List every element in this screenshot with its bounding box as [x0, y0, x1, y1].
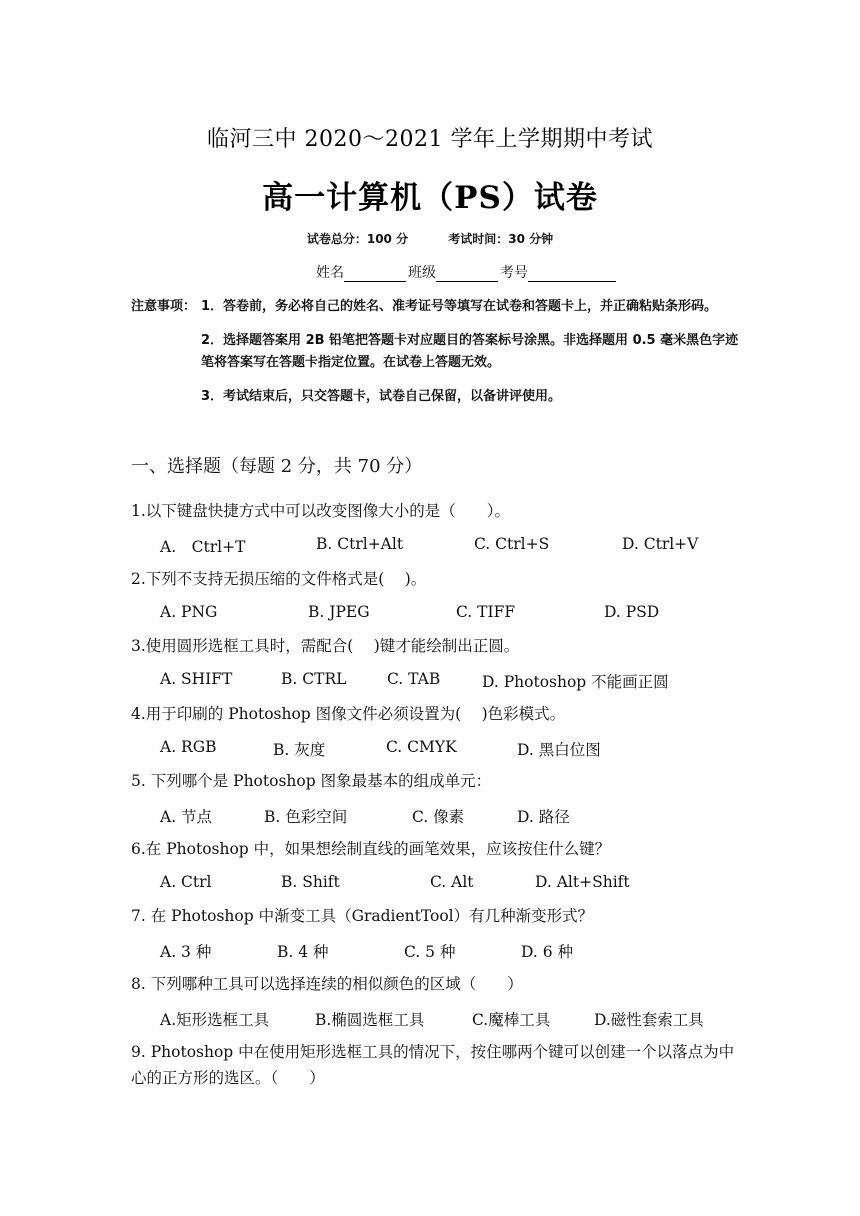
- question-9: 9. Photoshop 中在使用矩形选框工具的情况下，按住哪两个键可以创建一个以落点为中心的正方形的选区。（ ）: [131, 1043, 735, 1087]
- option-a[interactable]: A. RGB: [160, 738, 217, 756]
- option-c[interactable]: C. 5 种: [404, 943, 456, 961]
- option-d[interactable]: D. 6 种: [521, 943, 574, 961]
- option-c[interactable]: C. 像素: [412, 808, 465, 826]
- option-c[interactable]: C. Alt: [430, 873, 474, 891]
- name-label: 姓名: [316, 265, 344, 281]
- option-b[interactable]: B.椭圆选框工具: [315, 1011, 425, 1029]
- note-item: 2．选择题答案用 2B 铅笔把答题卡对应题目的答案标号涂黑。非选择题用 0.5 毫米黑色字迹笔将答案写在答题卡指定位置。在试卷上答题无效。: [201, 333, 739, 370]
- option-c[interactable]: C. CMYK: [386, 738, 457, 756]
- note-item: 1．答卷前，务必将自己的姓名、准考证号等填写在试卷和答题卡上，并正确粘贴条形码。: [201, 299, 718, 314]
- option-d[interactable]: D. PSD: [604, 603, 660, 621]
- number-blank[interactable]: [528, 267, 616, 282]
- option-a[interactable]: A. 节点: [160, 808, 213, 826]
- option-c[interactable]: C. Ctrl+S: [474, 535, 550, 553]
- question-6: 6.在 Photoshop 中，如果想绘制直线的画笔效果，应该按住什么键？: [131, 840, 611, 858]
- exam-meta: [0, 230, 860, 247]
- number-label: 考号: [500, 265, 528, 281]
- exam-main-title: 高一计算机（PS）试卷: [262, 180, 598, 216]
- option-b[interactable]: B. CTRL: [281, 670, 347, 688]
- option-c[interactable]: C. TAB: [387, 670, 441, 688]
- option-d[interactable]: D. Photoshop 不能画正圆: [482, 673, 669, 691]
- option-a[interactable]: A. 3 种: [160, 943, 212, 961]
- option-d[interactable]: D. 黑白位图: [517, 741, 601, 759]
- option-b[interactable]: B. 色彩空间: [264, 808, 348, 826]
- option-a[interactable]: A. Ctrl+T: [160, 538, 246, 556]
- exam-notes: [131, 296, 741, 408]
- option-d[interactable]: D. Alt+Shift: [535, 873, 630, 891]
- student-id-fields: [316, 262, 618, 282]
- option-a[interactable]: A. SHIFT: [160, 670, 233, 688]
- exam-time: 考试时间：30 分钟: [448, 232, 554, 246]
- notes-heading: 注意事项：: [131, 299, 197, 314]
- total-score: 试卷总分：100 分: [306, 232, 409, 246]
- note-item: 3．考试结束后，只交答题卡，试卷自己保留，以备讲评使用。: [201, 389, 562, 404]
- section-title: 一、选择题（每题 2 分，共 70 分）: [131, 456, 423, 477]
- option-a[interactable]: A.矩形选框工具: [160, 1011, 270, 1029]
- option-a[interactable]: A. Ctrl: [160, 873, 212, 891]
- question-8: 8. 下列哪种工具可以选择连续的相似颜色的区域（ ）: [131, 975, 523, 993]
- option-d[interactable]: D. 路径: [517, 808, 570, 826]
- class-blank[interactable]: [436, 267, 498, 282]
- option-c[interactable]: C.魔棒工具: [472, 1011, 551, 1029]
- option-d[interactable]: D. Ctrl+V: [622, 535, 699, 553]
- question-7: 7. 在 Photoshop 中渐变工具（GradientTool）有几种渐变形式？: [131, 907, 594, 925]
- question-1: 1.以下键盘快捷方式中可以改变图像大小的是（ ）。: [131, 502, 511, 520]
- option-d[interactable]: D.磁性套索工具: [594, 1011, 704, 1029]
- option-b[interactable]: B. 4 种: [277, 943, 329, 961]
- option-b[interactable]: B. JPEG: [308, 603, 370, 621]
- question-3: 3.使用圆形选框工具时，需配合( )键才能绘制出正圆。: [131, 637, 520, 655]
- question-5: 5. 下列哪个是 Photoshop 图象最基本的组成单元：: [131, 772, 492, 790]
- school-title: 临河三中 2020～2021 学年上学期期中考试: [207, 127, 653, 152]
- class-label: 班级: [408, 265, 436, 281]
- option-b[interactable]: B. Shift: [281, 873, 340, 891]
- question-2: 2.下列不支持无损压缩的文件格式是( )。: [131, 570, 427, 588]
- option-b[interactable]: B. Ctrl+Alt: [316, 535, 404, 553]
- question-4: 4.用于印刷的 Photoshop 图像文件必须设置为( )色彩模式。: [131, 705, 566, 723]
- option-b[interactable]: B. 灰度: [273, 741, 326, 759]
- name-blank[interactable]: [344, 267, 406, 282]
- option-c[interactable]: C. TIFF: [456, 603, 516, 621]
- option-a[interactable]: A. PNG: [160, 603, 218, 621]
